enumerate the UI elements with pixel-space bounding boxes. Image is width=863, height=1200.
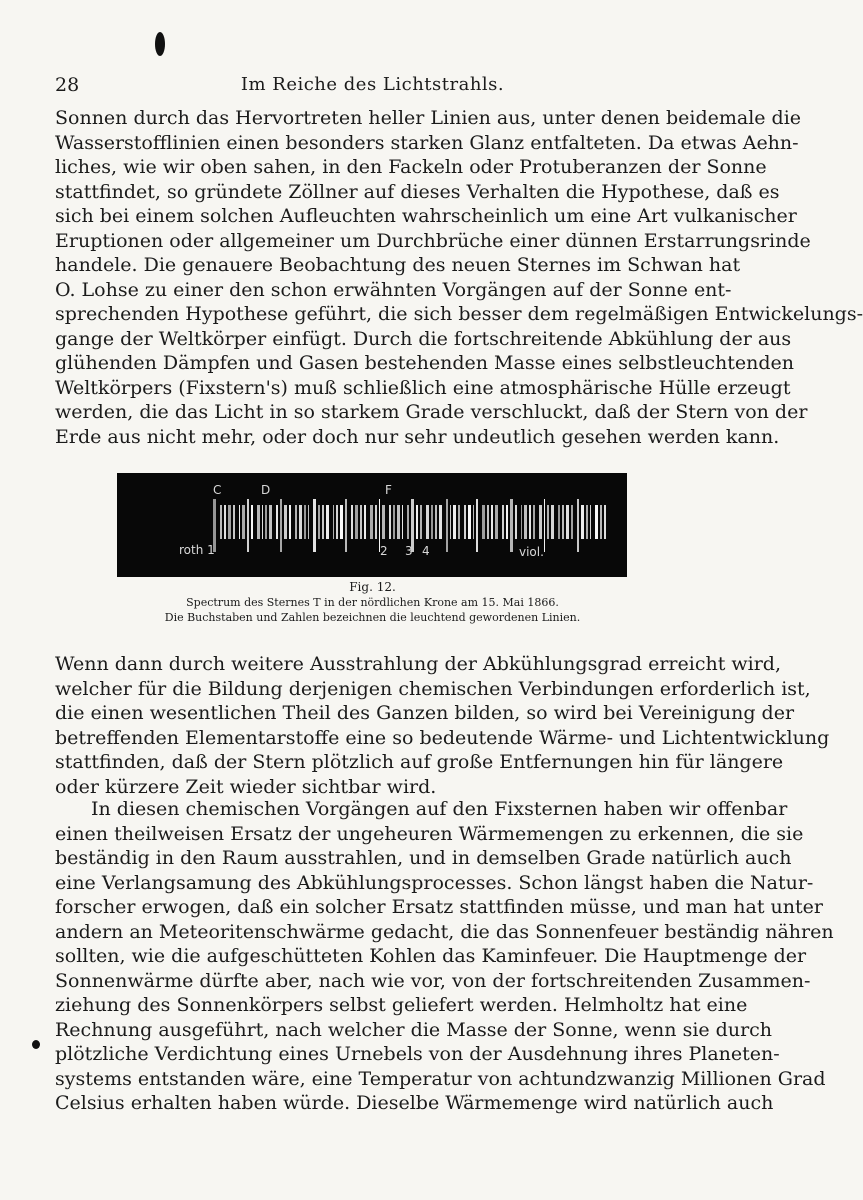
spectrum-line — [453, 505, 456, 539]
spectrum-line — [544, 499, 545, 552]
spectrum-line — [318, 505, 320, 539]
spectrum-line — [510, 499, 513, 552]
spectrum-line — [464, 505, 466, 539]
spectrum-line — [431, 505, 433, 539]
spectrum-line — [257, 505, 260, 539]
text-line: welcher für die Bildung derjenigen chemischen Verbindungen erforderlich ist, — [55, 677, 811, 700]
spectrum-line — [269, 505, 272, 539]
spectrum-line — [224, 505, 226, 539]
spectrum-line — [364, 505, 366, 539]
spectrum-line — [280, 499, 282, 552]
spectrum-line — [370, 505, 373, 539]
spectrum-letter-c: C — [213, 483, 222, 497]
text-line: liches, wie wir oben sahen, in den Fackeln oder Protuberanzen der Sonne — [55, 156, 767, 178]
ink-blot-top — [155, 32, 165, 56]
spectrum-line — [524, 505, 527, 539]
spectrum-line — [604, 505, 606, 539]
paragraph-3 — [55, 797, 834, 1116]
text-line: forscher erwogen, daß ein solcher Ersatz stattfinden müsse, und man hat unter — [55, 896, 823, 918]
spectrum-line — [533, 505, 535, 539]
spectrum-line — [435, 505, 437, 539]
text-line: O. Lohse zu einer den schon erwähnten Vorgängen auf der Sonne ent- — [55, 278, 732, 301]
spectrum-line — [416, 505, 418, 539]
spectrum-line — [299, 505, 302, 539]
spectrum-line — [360, 505, 362, 539]
text-line: Rechnung ausgeführt, nach welcher die Masse der Sonne, wenn sie durch — [55, 1018, 773, 1041]
spectrum-line — [247, 499, 249, 552]
spectrum-line — [304, 505, 306, 539]
figure-number: Fig. 12. — [349, 580, 396, 594]
spectrum-line — [566, 505, 569, 539]
spectrum-line — [590, 505, 591, 539]
text-line: andern an Meteoritenschwärme gedacht, die das Sonnenfeuer beständig nähren — [55, 920, 834, 943]
spectrum-line — [276, 505, 278, 539]
text-line: Wasserstofflinien einen besonders starken Glanz entfalteten. Da etwas Aehn- — [55, 131, 799, 154]
text-line: einen theilweisen Ersatz der ungeheuren Wärmemengen zu erkennen, die sie — [55, 822, 804, 845]
spectrum-line — [515, 505, 517, 539]
spectrum-line — [468, 505, 471, 539]
spectrum-line — [562, 505, 564, 539]
spectrum-letter-f: F — [385, 483, 392, 497]
text-line: Sonnen durch das Hervortreten heller Linien aus, unter denen beidemale die — [55, 107, 802, 129]
spectrum-line — [289, 505, 291, 539]
spectrum-line — [482, 505, 485, 539]
text-line-last: oder kürzere Zeit wieder sichtbar wird. — [55, 775, 437, 798]
spectrum-line — [595, 505, 598, 539]
figure-caption — [0, 580, 745, 625]
spectrum-line — [402, 505, 403, 539]
running-head: Im Reiche des Lichtstrahls. — [240, 74, 505, 95]
spectrum-line — [295, 505, 297, 539]
caption-line: Die Buchstaben und Zahlen bezeichnen die leuchtend gewordenen Linien. — [164, 611, 581, 624]
spectrum-line — [495, 505, 498, 539]
spectrum-line — [586, 505, 588, 539]
text-line: In diesen chemischen Vorgängen auf den Fixsternen haben wir offenbar — [91, 798, 788, 820]
spectrum-line — [333, 505, 334, 539]
spectrum-line — [420, 505, 422, 539]
text-line: plötzliche Verdichtung eines Urnebels von der Ausdehnung ihres Planeten- — [55, 1043, 780, 1065]
spectrum-line — [284, 505, 287, 539]
text-line: stattfinden, daß der Stern plötzlich auf große Entfernungen hin für längere — [55, 751, 784, 773]
text-line: Eruptionen oder allgemeiner um Durchbrüche einer dünnen Erstarrungsrinde — [55, 229, 811, 252]
text-line: Wenn dann durch weitere Ausstrahlung der Abkühlungsgrad erreicht wird, — [55, 653, 782, 675]
text-line: Celsius erhalten haben würde. Dieselbe Wärmemenge wird natürlich auch — [55, 1092, 774, 1114]
spectrum-line — [506, 505, 508, 539]
text-line: werden, die das Licht in so starkem Grade verschluckt, daß der Stern von der — [55, 401, 808, 423]
spectrum-line — [487, 505, 489, 539]
text-line: betreffenden Elementarstoffe eine so bedeutende Wärme- und Lichtentwicklung — [55, 726, 830, 749]
spectrum-line — [446, 499, 448, 552]
text-line: systems entstanden wäre, eine Temperatur von achtundzwanzig Millionen Grad — [55, 1067, 826, 1090]
spectrum-letter-d: D — [261, 483, 271, 497]
spectrum-line — [551, 505, 554, 539]
spectrum-figure — [117, 473, 627, 577]
spectrum-line — [502, 505, 504, 539]
spectrum-line — [228, 505, 231, 539]
spectrum-line — [473, 505, 474, 539]
spectrum-line — [345, 499, 347, 552]
paragraph-1 — [55, 106, 863, 449]
text-line-last: Erde aus nicht mehr, oder doch nur sehr undeutlich gesehen werden kann. — [55, 425, 780, 448]
ink-blot-margin — [32, 1040, 40, 1049]
text-line: Weltkörpers (Fixstern's) muß schließlich eine atmosphärische Hülle erzeugt — [55, 376, 791, 399]
spectrum-line — [539, 505, 542, 539]
spectrum-line — [340, 505, 343, 539]
spectrum-line — [577, 499, 579, 552]
spectrum-line — [336, 505, 338, 539]
spectrum-line — [407, 505, 409, 539]
spectrum-line — [233, 505, 235, 539]
spectrum-label-viol: viol. — [519, 545, 544, 559]
spectrum-line — [308, 505, 309, 539]
spectrum-line — [521, 505, 522, 539]
spectrum-line — [322, 505, 324, 539]
spectrum-line — [242, 505, 245, 539]
spectrum-line — [571, 505, 573, 539]
spectrum-line — [476, 499, 478, 552]
spectrum-label-4: 4 — [422, 544, 430, 558]
caption-line: Spectrum des Sternes T in der nördlichen Krone am 15. Mai 1866. — [186, 596, 559, 609]
spectrum-line — [239, 505, 240, 539]
spectrum-line — [375, 505, 377, 539]
spectrum-line — [393, 505, 395, 539]
text-line: sollten, wie die aufgeschütteten Kohlen das Kaminfeuer. Die Hauptmenge der — [55, 945, 807, 967]
page-number: 28 — [55, 74, 80, 96]
text-line: handele. Die genauere Beobachtung des neuen Sternes im Schwan hat — [55, 254, 741, 276]
spectrum-line — [450, 505, 451, 539]
spectrum-line — [547, 505, 549, 539]
spectrum-label-roth: roth 1 — [179, 543, 215, 557]
spectrum-line — [313, 499, 316, 552]
text-line: eine Verlangsamung des Abkühlungsprocesses. Schon längst haben die Natur- — [55, 871, 814, 894]
text-line: Sonnenwärme dürfte aber, nach wie vor, von der fortschreitenden Zusammen- — [55, 969, 811, 992]
spectrum-line — [439, 505, 442, 539]
spectrum-line — [220, 505, 222, 539]
spectrum-line — [458, 505, 460, 539]
text-line: glühenden Dämpfen und Gasen bestehenden Masse eines selbstleuchtenden — [55, 352, 795, 374]
spectrum-line — [389, 505, 391, 539]
text-line: sich bei einem solchen Aufleuchten wahrscheinlich um eine Art vulkanischer — [55, 205, 797, 227]
spectrum-line — [529, 505, 531, 539]
spectrum-line — [351, 505, 353, 539]
spectrum-label-2: 2 — [380, 544, 388, 558]
text-line: gange der Weltkörper einfügt. Durch die fortschreitende Abkühlung der aus — [55, 327, 792, 350]
spectrum-line — [581, 505, 584, 539]
spectrum-line — [262, 505, 263, 539]
spectrum-line — [251, 505, 253, 539]
text-line: sprechenden Hypothese geführt, die sich besser dem regelmäßigen Entwickelungs- — [55, 303, 863, 325]
text-line: beständig in den Raum ausstrahlen, und in demselben Grade natürlich auch — [55, 847, 792, 869]
spectrum-line — [558, 505, 560, 539]
spectrum-line — [397, 505, 400, 539]
spectrum-line — [326, 505, 329, 539]
spectrum-line — [382, 505, 385, 539]
spectrum-line — [355, 505, 358, 539]
paragraph-2 — [55, 652, 830, 799]
spectrum-line — [265, 505, 267, 539]
spectrum-line — [600, 505, 602, 539]
text-line: die einen wesentlichen Theil des Ganzen bilden, so wird bei Vereinigung der — [55, 702, 795, 724]
text-line: stattfindet, so gründete Zöllner auf dieses Verhalten die Hypothese, daß es — [55, 180, 780, 203]
spectrum-label-3: 3 — [405, 544, 413, 558]
spectrum-line — [491, 505, 493, 539]
text-line: ziehung des Sonnenkörpers selbst geliefert werden. Helmholtz hat eine — [55, 994, 748, 1016]
spectrum-line — [426, 505, 429, 539]
